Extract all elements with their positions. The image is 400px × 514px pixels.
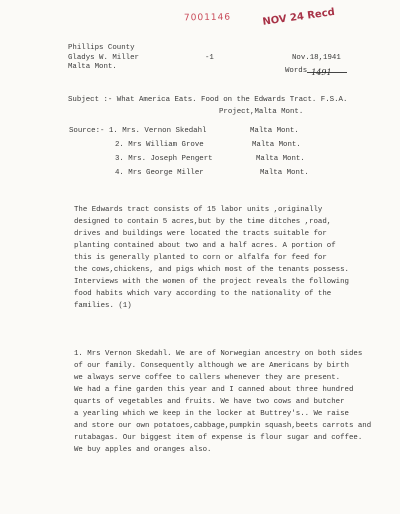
word-count-line	[285, 67, 347, 76]
county-line: Phillips County	[68, 44, 135, 52]
source-place-3: Malta Mont.	[256, 155, 305, 163]
subject-line-1: Subject :- What America Eats. Food on the Edwards Tract. F.S.A.	[68, 96, 348, 104]
sources-list	[69, 124, 309, 180]
page-number: -1	[205, 54, 214, 62]
paragraph2-line: quarts of vegetables and fruits. We have two cows and butcher	[74, 398, 345, 406]
paragraph2-line: we always serve coffee to callers whenever they are present.	[74, 374, 341, 382]
paragraph1-line: The Edwards tract consists of 15 labor units ,originally	[74, 206, 323, 214]
words-label: Words	[285, 67, 308, 75]
source-name-3: 3. Mrs. Joseph Pengert	[115, 155, 213, 163]
source-item-3	[69, 152, 309, 166]
word-count-underline	[307, 68, 347, 77]
author-line: Gladys W. Miller	[68, 53, 139, 62]
paragraph2-line: We had a fine garden this year and I canned about three hundred	[74, 386, 354, 394]
paragraph1-line: this is generally planted to corn or alfalfa for feed for	[74, 254, 327, 262]
paragraph1-line: families. (1)	[74, 302, 132, 310]
paragraph2-line: and store our own potatoes,cabbage,pumpkin squash,beets carrots and	[74, 422, 372, 430]
city-line: Malta Mont.	[68, 63, 117, 71]
paragraph-edwards-tract	[74, 204, 384, 312]
source-name-4: 4. Mrs George Miller	[115, 169, 204, 177]
source-place-4: Malta Mont.	[260, 169, 309, 177]
source-name-2: 2. Mrs William Grove	[115, 141, 204, 149]
subject-block	[68, 94, 347, 118]
received-date-stamp: NOV 24 Recd	[261, 6, 336, 28]
paragraph2-line: of our family. Consequently although we are Americans by birth	[74, 362, 349, 370]
archive-number-stamp: 7001146	[183, 12, 232, 24]
header-location-block	[68, 44, 139, 73]
source-place-2: Malta Mont.	[252, 141, 301, 149]
subject-line-2: Project,Malta Mont.	[219, 108, 304, 116]
paragraph-skedahl-interview	[74, 348, 384, 456]
source-item-2	[69, 138, 309, 152]
paragraph2-line: 1. Mrs Vernon Skedahl. We are of Norwegian ancestry on both sides	[74, 350, 363, 358]
paragraph2-line: rutabagas. Our biggest item of expense is flour sugar and coffee.	[74, 434, 363, 442]
paragraph1-line: planting contained about two and a half acres. A portion of	[74, 242, 336, 250]
paragraph1-line: Interviews with the women of the project reveals the following	[74, 278, 349, 286]
paragraph1-line: the cows,chickens, and pigs which most of the tenants possess.	[74, 266, 349, 274]
source-name-1: Source:- 1. Mrs. Vernon Skedahl	[69, 127, 207, 135]
word-count-handwritten: 1491	[311, 68, 332, 77]
source-place-1: Malta Mont.	[250, 127, 299, 135]
paragraph1-line: drives and buildings were located the tracts suitable for	[74, 230, 327, 238]
document-date: Nov.18,1941	[292, 54, 341, 62]
paragraph1-line: food habits which vary according to the nationality of the	[74, 290, 332, 298]
source-item-1	[69, 124, 309, 138]
paragraph2-line: a yearling which we keep in the locker at Buttrey's.. We raise	[74, 410, 349, 418]
paragraph1-line: designed to contain 5 acres,but by the time ditches ,road,	[74, 218, 332, 226]
source-item-4	[69, 166, 309, 180]
paragraph2-line: We buy apples and oranges also.	[74, 446, 212, 454]
